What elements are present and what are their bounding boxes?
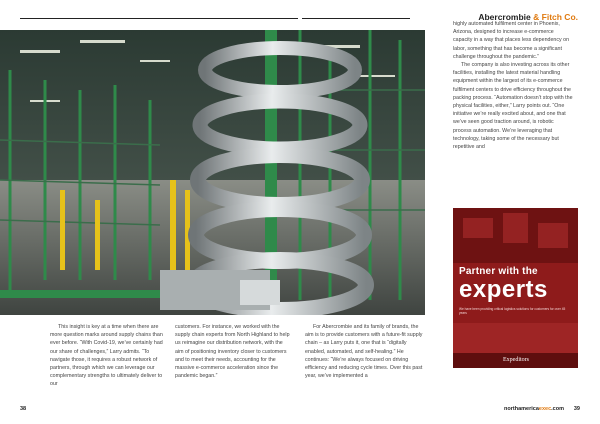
ad-logo: Expeditors — [503, 357, 529, 363]
article-paragraph: This insight is key at a time when there are more question marks around supply chains than ever before. “With Covid-19, we’ve certainly had our share of challenges,” Larry admits. “To navigate those, it requires a robust network of partners, through which we can leverage our complementary strengths to ultimately deliver to our — [50, 324, 163, 388]
website-url[interactable] — [504, 406, 564, 412]
site-suffix: .com — [551, 406, 564, 412]
ad-headline-line2: experts — [459, 276, 548, 303]
article-column-3 — [305, 323, 425, 380]
article-paragraph: The company is also investing across its other facilities, installing the latest material handling equipment within the largest of its e-commerce fulfilment centers to drive efficiency throughout the packing process. “Automation doesn’t stop with the physical facilities, either,” Larry points out. “One initiative we’re really excited about, and one that we’ve seen good traction around, is robotic process automation. We’re leveraging that technology, taking some of the necessary but repetitive and — [453, 62, 573, 151]
article-column-2 — [175, 323, 290, 380]
article-paragraph: highly automated fulfilment center in Phoenix, Arizona, designed to increase e-commerce capacity in a way that places less dependency on labor, something that has become a significant challenge throughout the pandemic.” — [453, 21, 570, 60]
brand-name: Abercrombie — [478, 12, 531, 22]
article-paragraph: For Abercrombie and its family of brands, the aim is to provide customers with a future-fit supply chain – as Larry puts it, one that is “digitally enabled, automated, and self-healing.” He continues: “We’re always focused on driving efficiency and reducing cycle times. Over this past year, we’ve implemented a — [305, 324, 423, 380]
page-number-right: 39 — [573, 406, 580, 412]
header-rule-left — [20, 18, 298, 19]
ad-headline-line1: Partner with the — [459, 266, 538, 277]
warehouse-spiral-conveyor-photo — [0, 30, 425, 315]
brand-amp: & Fitch Co. — [533, 12, 578, 22]
article-column-right — [453, 20, 573, 151]
site-prefix: northamerica — [504, 406, 539, 412]
expeditors-advertisement[interactable] — [453, 208, 578, 368]
ad-subtext: We have been providing critical logistics solutions for customers for over 45 years — [459, 307, 566, 316]
header-rule-right — [302, 18, 410, 19]
site-accent: exec — [538, 406, 552, 412]
article-paragraph: customers. For instance, we worked with the supply chain experts from North Highland to help us reimagine our distribution network, with the aim of positioning inventory closer to customers and to meet their needs, accounting for the massive e-commerce acceleration since the pandemic began.” — [175, 324, 290, 380]
article-column-1 — [50, 323, 165, 389]
page-number-left: 38 — [20, 406, 27, 412]
